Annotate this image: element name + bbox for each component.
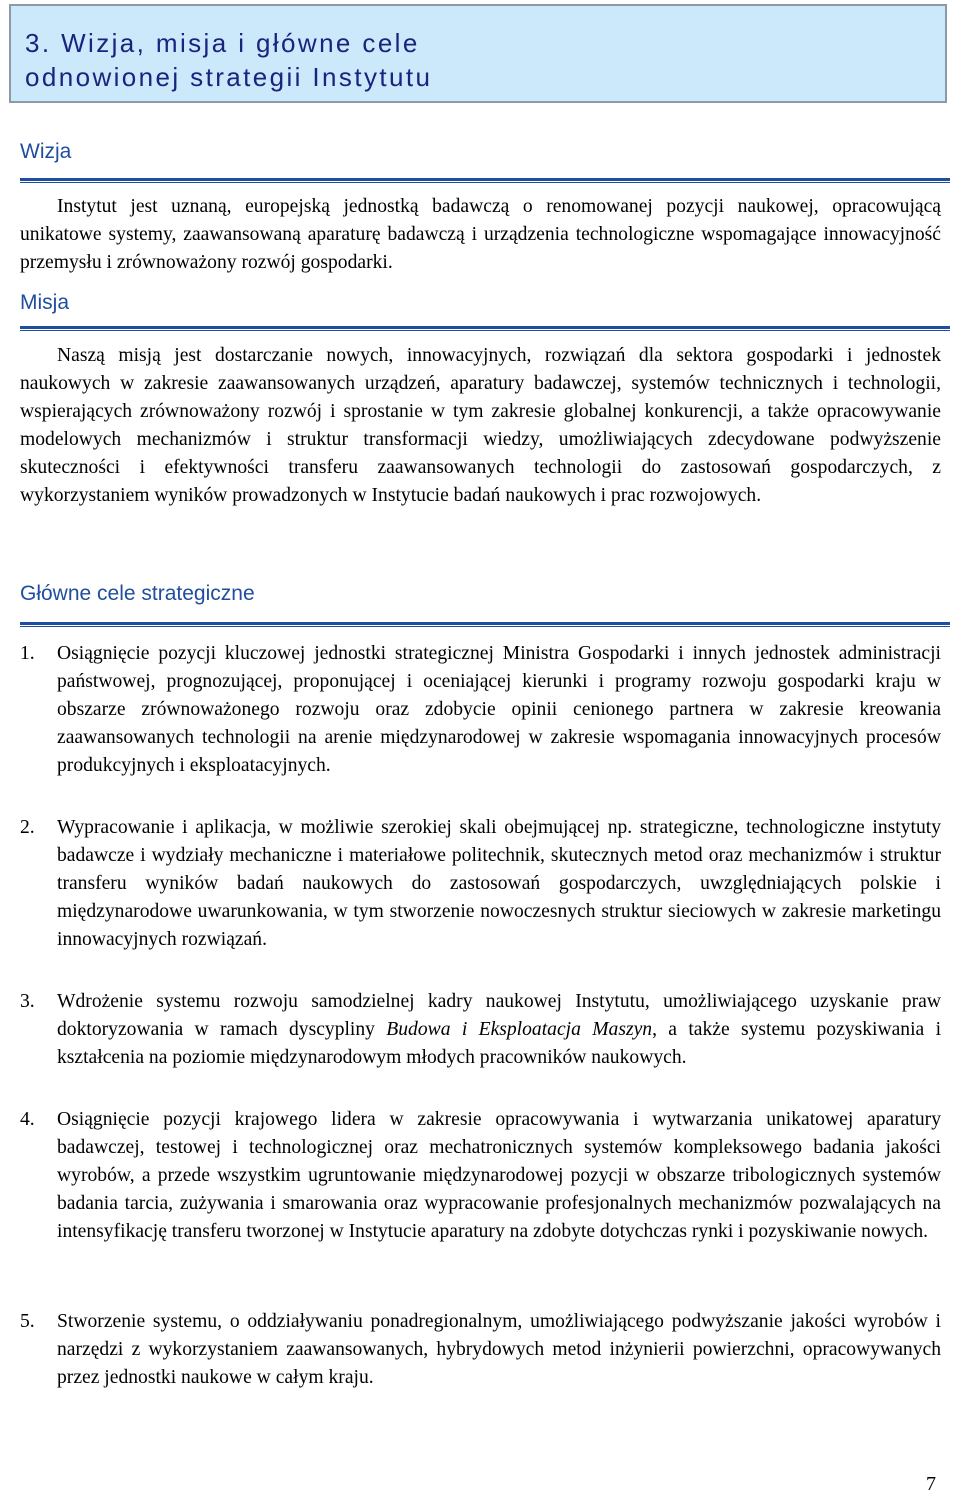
section-heading-cele: Główne cele strategiczne [20, 582, 255, 605]
list-item-text-part: , a także systemu pozyskiwania i kształcenia na poziomie międzynarodowym młodych pracowników naukowych. [57, 1019, 942, 1068]
list-item-text: Stworzenie systemu, o oddziaływaniu ponadregionalnym, umożliwiającego podwyższanie jakości wyrobów i narzędzi z wykorzystaniem zaawansowanych, hybrydowych metod inżynierii powierzchni, opracowywanych przez jednostki naukowe w całym kraju. [57, 1311, 941, 1388]
section-rule-misja [20, 326, 950, 329]
section-heading-wizja: Wizja [20, 140, 72, 163]
chapter-title-line1: 3. Wizja, misja i główne cele [25, 28, 420, 58]
section-rule-wizja [20, 178, 950, 181]
list-item-number: 2. [20, 817, 35, 838]
section-heading-misja: Misja [20, 291, 70, 314]
list-item-number: 5. [20, 1311, 35, 1332]
list-item-text: Osiągnięcie pozycji kluczowej jednostki strategicznej Ministra Gospodarki i innych jednostek administracji państwowej, prognozującej, proponującej i oceniającej kierunki i programy rozwoju gospodarki kraju w obszarze zrównoważonego rozwoju oraz zdobycie opinii cenionego partnera w zakresie kreowania zaawansowanych technologii na arenie międzynarodowej w zakresie wspomagania innowacyjnych procesów produkcyjnych i eksploatacyjnych. [57, 643, 941, 776]
misja-paragraph: Naszą misją jest dostarczanie nowych, innowacyjnych, rozwiązań dla sektora gospodarki i jednostek naukowych w zakresie zaawansowanych urządzeń, aparatury badawczej, systemów technicznych i technologii, wspierających zrównoważony rozwój i sprostanie w tym zakresie globalnej konkurencji, a także opracowywanie modelowych mechanizmów i struktur transformacji wiedzy, umożliwiających zdecydowane podwyższenie skuteczności i efektywności transferu zaawansowanych technologii do zastosowań gospodarczych, z wykorzystaniem wyników prowadzonych w Instytucie badań naukowych i prac rozwojowych. [20, 345, 941, 506]
list-item-number: 3. [20, 991, 35, 1012]
wizja-paragraph: Instytut jest uznaną, europejską jednostką badawczą o renomowanej pozycji naukowej, opracowującą unikatowe systemy, zaawansowaną aparaturę badawczą i urządzenia technologiczne wspomagające innowacyjność przemysłu i zrównoważony rozwój gospodarki. [20, 196, 941, 273]
page-number: 7 [926, 1473, 936, 1495]
section-rule-cele [20, 622, 950, 625]
list-item-number: 4. [20, 1109, 35, 1130]
discipline-name: Budowa i Eksploatacja Maszyn [386, 1019, 653, 1040]
list-item-text [57, 988, 941, 1072]
chapter-title [25, 26, 432, 94]
list-item-text: Osiągnięcie pozycji krajowego lidera w zakresie opracowywania i wytwarzania unikatowej aparatury badawczej, testowej i technologicznej oraz mechatronicznych systemów kompleksowego badania jakości wyrobów, a przede wszystkim ugruntowanie międzynarodowej pozycji w obszarze tribologicznych systemów badania tarcia, zużywania i smarowania oraz wypracowanie profesjonalnych mechanizmów pozwalających na intensyfikację transferu tworzonej w Instytucie aparatury na zdobyte dotychczas rynki i pozyskiwanie nowych. [57, 1109, 941, 1242]
list-item-text-part: Wdrożenie systemu rozwoju samodzielnej kadry naukowej Instytutu, umożliwiającego uzyskanie praw doktoryzowania w ramach dyscypliny [57, 991, 941, 1040]
list-item-number: 1. [20, 643, 35, 664]
chapter-title-line2: odnowionej strategii Instytutu [25, 62, 433, 92]
chapter-title-box [9, 4, 947, 103]
list-item-text: Wypracowanie i aplikacja, w możliwie szerokiej skali obejmującej np. strategiczne, technologiczne instytuty badawcze i wydziały mechaniczne i materiałowe politechnik, skutecznych metod oraz mechanizmów i struktur transferu wyników badań naukowych do zastosowań gospodarczych, uwzględniających polskie i międzynarodowe uwarunkowania, w tym stworzenie nowoczesnych struktur sieciowych w zakresie marketingu innowacyjnych rozwiązań. [57, 817, 941, 950]
